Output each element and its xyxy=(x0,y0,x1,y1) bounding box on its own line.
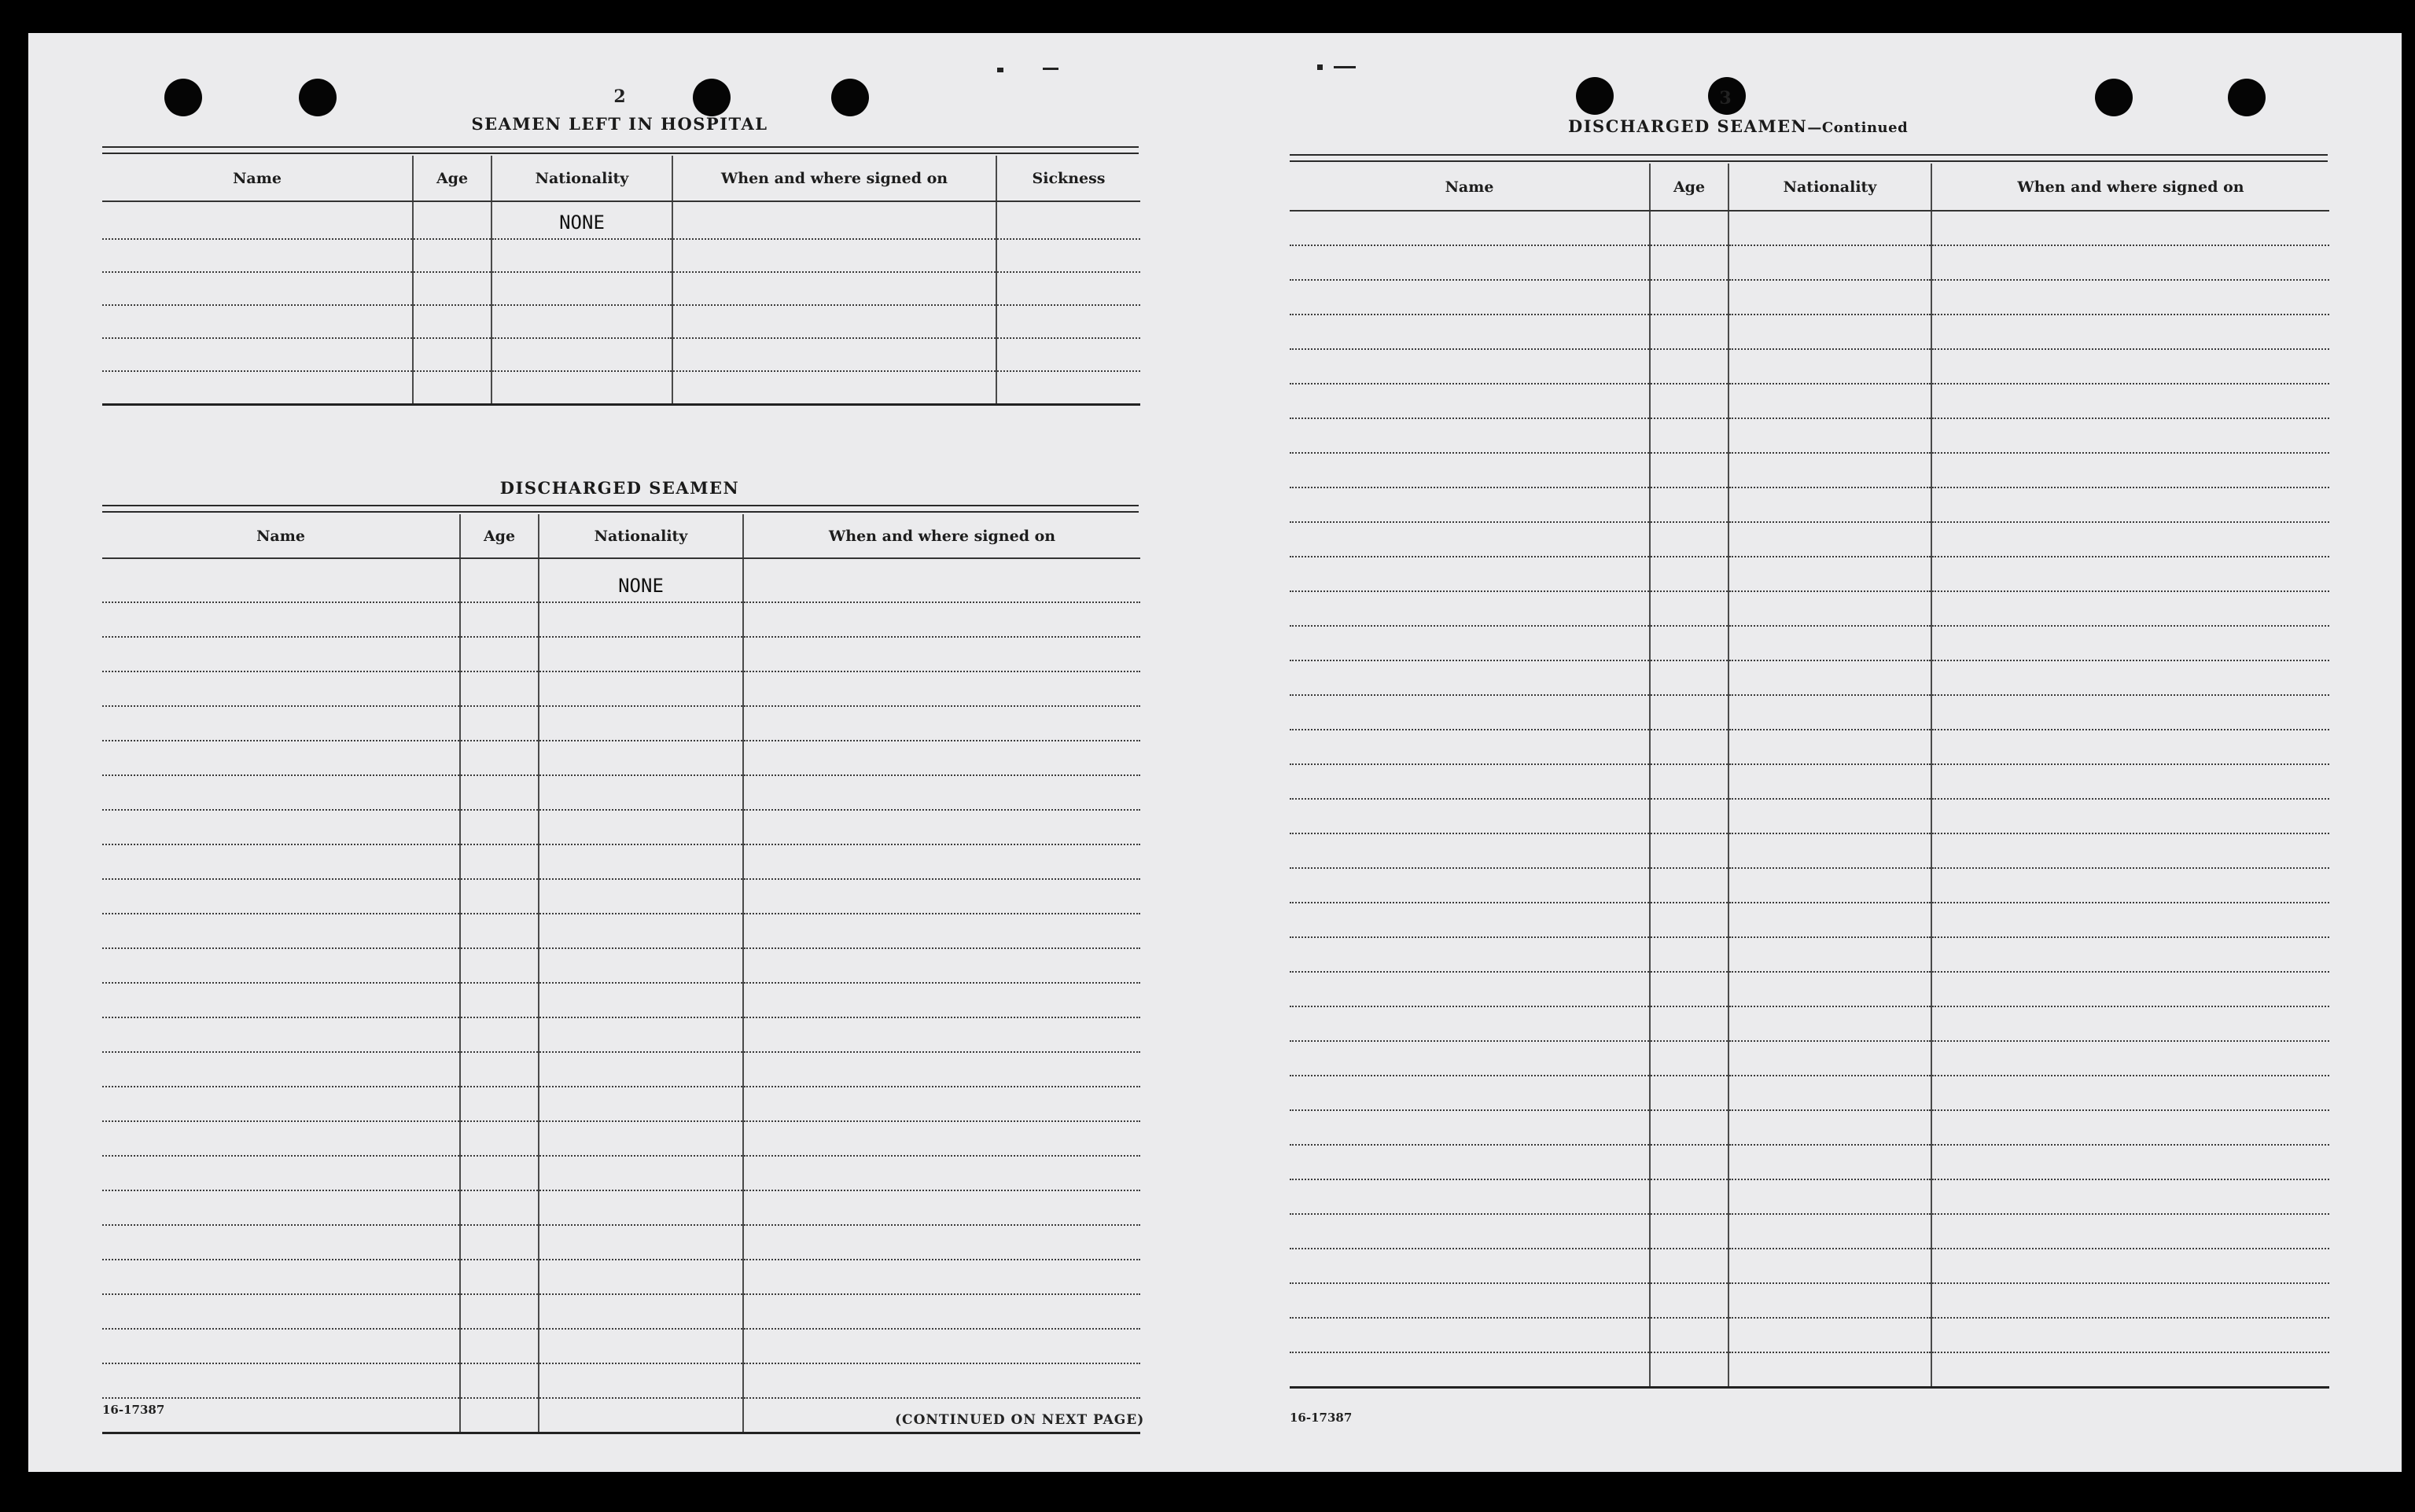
table-row xyxy=(102,775,1140,810)
table-row xyxy=(1290,1179,2329,1214)
table-row xyxy=(1290,937,2329,972)
table-row xyxy=(1290,1041,2329,1076)
table-row xyxy=(102,844,1140,879)
discharged-table xyxy=(102,514,1140,1434)
column-header-nationality: Nationality xyxy=(1728,164,1931,211)
table-row xyxy=(102,602,1140,637)
binder-hole xyxy=(1576,77,1614,115)
column-header-signed-on: When and where signed on xyxy=(1931,164,2329,211)
table-row xyxy=(102,1156,1140,1190)
table-row xyxy=(102,1329,1140,1363)
table-row xyxy=(1290,315,2329,349)
form-number: 16-17387 xyxy=(102,1403,165,1417)
column-header-sickness: Sickness xyxy=(996,156,1140,201)
table-row xyxy=(1290,1249,2329,1283)
table-row xyxy=(102,1294,1140,1329)
column-header-name: Name xyxy=(1290,164,1650,211)
table-row xyxy=(102,305,1140,338)
section-title-hospital: SEAMEN LEFT IN HOSPITAL xyxy=(471,114,768,134)
table-row xyxy=(1290,903,2329,937)
none-entry: NONE xyxy=(539,558,743,602)
table-row xyxy=(1290,1006,2329,1041)
table-row xyxy=(102,272,1140,305)
binder-hole xyxy=(164,79,202,116)
table-row xyxy=(1290,695,2329,730)
column-header-nationality: Nationality xyxy=(491,156,672,201)
table-row xyxy=(102,810,1140,844)
table-row xyxy=(102,1225,1140,1260)
table-row xyxy=(1290,280,2329,315)
column-header-signed-on: When and where signed on xyxy=(672,156,996,201)
column-header-nationality: Nationality xyxy=(539,514,743,558)
table-row xyxy=(102,1121,1140,1156)
table-row xyxy=(1290,730,2329,764)
table-row xyxy=(102,879,1140,914)
table-row xyxy=(102,1260,1140,1294)
table-row xyxy=(1290,591,2329,626)
binder-hole xyxy=(2095,79,2133,116)
table-row xyxy=(1290,487,2329,522)
table-row xyxy=(1290,1318,2329,1352)
table-row xyxy=(102,1052,1140,1087)
page-number: 2 xyxy=(613,86,626,107)
column-header-signed-on: When and where signed on xyxy=(743,514,1140,558)
table-row xyxy=(1290,453,2329,487)
binder-hole xyxy=(299,79,337,116)
binder-hole xyxy=(693,79,731,116)
table-row xyxy=(102,741,1140,775)
section-title-discharged: DISCHARGED SEAMEN xyxy=(499,478,740,498)
table-row xyxy=(1290,833,2329,868)
section-title-discharged-continued: DISCHARGED SEAMEN—Continued xyxy=(1568,116,1909,136)
table-row xyxy=(102,914,1140,948)
table-row xyxy=(102,1017,1140,1052)
table-row xyxy=(102,706,1140,741)
table-row xyxy=(102,671,1140,706)
binder-hole xyxy=(831,79,869,116)
table-row xyxy=(102,558,1140,602)
table-row xyxy=(102,1190,1140,1225)
table-row xyxy=(1290,626,2329,660)
table-row xyxy=(102,201,1140,239)
table-row xyxy=(1290,1283,2329,1318)
section-rule xyxy=(102,505,1139,513)
table-row xyxy=(1290,1076,2329,1110)
form-number: 16-17387 xyxy=(1290,1411,1353,1425)
table-row xyxy=(102,983,1140,1017)
table-row xyxy=(1290,660,2329,695)
table-row xyxy=(1290,384,2329,418)
table-row xyxy=(1290,522,2329,557)
table-row xyxy=(1290,245,2329,280)
section-rule xyxy=(102,146,1139,154)
table-row xyxy=(1290,1214,2329,1249)
table-row xyxy=(1290,349,2329,384)
none-entry: NONE xyxy=(491,201,672,239)
table-row xyxy=(102,239,1140,272)
table-row xyxy=(1290,1110,2329,1145)
table-row xyxy=(102,948,1140,983)
section-rule xyxy=(1290,154,2328,162)
table-row xyxy=(1290,764,2329,799)
table-row xyxy=(102,637,1140,671)
table-row xyxy=(102,1087,1140,1121)
column-header-name: Name xyxy=(102,514,460,558)
table-row xyxy=(1290,1145,2329,1179)
table-row xyxy=(1290,211,2329,245)
document-sheet xyxy=(28,33,2402,1472)
table-row xyxy=(102,1363,1140,1398)
left-page xyxy=(28,33,1208,1472)
table-row xyxy=(1290,868,2329,903)
table-row xyxy=(102,338,1140,371)
table-row xyxy=(1290,1352,2329,1388)
column-header-age: Age xyxy=(460,514,539,558)
table-row xyxy=(1290,557,2329,591)
right-page xyxy=(1208,33,2402,1472)
table-row xyxy=(1290,799,2329,833)
hospital-table xyxy=(102,156,1140,406)
continued-note: (CONTINUED ON NEXT PAGE) xyxy=(895,1412,1145,1428)
page-number: 3 xyxy=(1719,88,1732,109)
table-row xyxy=(102,371,1140,405)
column-header-name: Name xyxy=(102,156,413,201)
column-header-age: Age xyxy=(1650,164,1728,211)
binder-hole xyxy=(2228,79,2266,116)
table-row xyxy=(1290,972,2329,1006)
discharged-continued-table xyxy=(1290,164,2329,1389)
table-row xyxy=(1290,418,2329,453)
column-header-age: Age xyxy=(413,156,491,201)
